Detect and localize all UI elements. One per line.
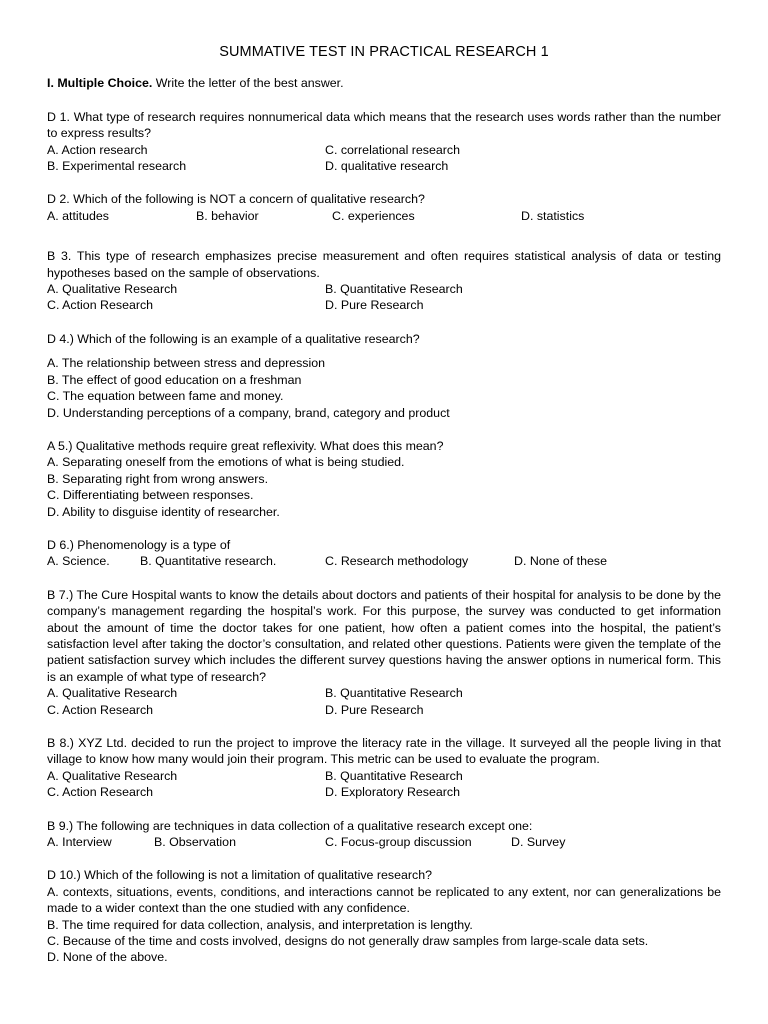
question-text: B 9.) The following are techniques in data collection of a qualitative research except one: — [47, 818, 533, 833]
options-row — [47, 768, 721, 784]
question-text: D 1. What type of research requires nonnumerical data which means that the research uses words rather than the number to express results? — [47, 109, 721, 141]
option-c: C. Action Research — [47, 298, 154, 313]
options-row — [47, 158, 721, 174]
option-d: D. statistics — [521, 208, 585, 223]
option-d: D. None of the above. — [47, 950, 168, 965]
options-row — [47, 685, 721, 701]
option-b: B. Quantitative Research — [325, 282, 463, 297]
options-row — [47, 702, 721, 718]
option-a: A. Qualitative Research — [47, 686, 178, 701]
option-b: B. Quantitative Research — [325, 768, 463, 783]
option-a: A. Qualitative Research — [47, 282, 178, 297]
option-b: B. The effect of good education on a freshman — [47, 372, 302, 387]
question-5 — [47, 438, 721, 520]
option-b: B. Observation — [154, 835, 236, 850]
option-c: C. Action Research — [47, 702, 154, 717]
option-a: A. The relationship between stress and depression — [47, 356, 326, 371]
question-4 — [47, 331, 721, 421]
options-row — [47, 297, 721, 313]
option-a: A. Qualitative Research — [47, 768, 178, 783]
option-a: A. contexts, situations, events, conditions, and interactions cannot be replicated to any extent, nor can generalizations be made to a wider context than the one studied with any confidence. — [47, 884, 721, 916]
option-c: C. Research methodology — [325, 554, 469, 569]
option-a: A. Science. — [47, 554, 110, 569]
option-c: C. Focus-group discussion — [325, 835, 472, 850]
question-text: D 6.) Phenomenology is a type of — [47, 537, 231, 552]
question-1 — [47, 109, 721, 175]
instructions-text: Write the letter of the best answer. — [152, 76, 344, 91]
instructions-heading: I. Multiple Choice. — [47, 76, 153, 91]
option-b: B. Quantitative research. — [140, 554, 277, 569]
question-9 — [47, 818, 721, 851]
page-title: SUMMATIVE TEST IN PRACTICAL RESEARCH 1 — [219, 44, 549, 60]
option-d: D. Survey — [511, 835, 566, 850]
question-text: B 3. This type of research emphasizes precise measurement and often requires statistical analysis of data or testing hypotheses based on the sample of observations. — [47, 249, 721, 280]
option-d: D. None of these — [514, 554, 607, 569]
instructions — [47, 75, 721, 91]
option-b: B. behavior — [196, 208, 259, 223]
option-b: B. Separating right from wrong answers. — [47, 471, 269, 486]
option-a: A. Interview — [47, 835, 112, 850]
option-d: D. Understanding perceptions of a company, brand, category and product — [47, 405, 450, 420]
options-row — [47, 784, 721, 800]
question-3 — [47, 248, 721, 314]
option-b: B. Quantitative Research — [325, 686, 463, 701]
question-text: B 8.) XYZ Ltd. decided to run the project to improve the literacy rate in the village. It surveyed all the people living in that village to know how many would join their program. This metric can be used to evaluate the program. — [47, 736, 721, 767]
option-d: D. Pure Research — [325, 702, 424, 717]
option-d: D. qualitative research — [325, 159, 449, 174]
options-row — [47, 553, 721, 569]
options-row — [47, 142, 721, 158]
question-text: D 2. Which of the following is NOT a concern of qualitative research? — [47, 192, 425, 207]
option-d: D. Exploratory Research — [325, 785, 460, 800]
question-text: B 7.) The Cure Hospital wants to know the details about doctors and patients of their hospital for analysis to be done by the company’s management regarding the hospital’s work. For this purpose, the survey was conducted to get information about the amount of time the doctor takes for one patient, how often a patient comes into the hospital, the patient’s satisfaction level after taking the doctor’s consultation, and related other questions. Patients were given the template of the patient satisfaction survey which includes the different survey questions having the answer options in numerical form. This is an example of what type of research? — [47, 587, 721, 684]
question-6 — [47, 537, 721, 570]
question-8 — [47, 735, 721, 801]
question-7 — [47, 587, 721, 718]
option-c: C. Because of the time and costs involved, designs do not generally draw samples from large-scale data sets. — [47, 934, 649, 949]
option-b: B. The time required for data collection, analysis, and interpretation is lengthy. — [47, 917, 473, 932]
question-2 — [47, 191, 721, 224]
options-row — [47, 281, 721, 297]
question-10 — [47, 867, 721, 965]
option-a: A. Separating oneself from the emotions of what is being studied. — [47, 455, 405, 470]
option-d: D. Ability to disguise identity of researcher. — [47, 504, 280, 519]
options-row — [47, 834, 721, 850]
option-d: D. Pure Research — [325, 298, 424, 313]
option-b: B. Experimental research — [47, 159, 187, 174]
question-text: D 4.) Which of the following is an example of a qualitative research? — [47, 331, 420, 346]
option-c: C. Differentiating between responses. — [47, 488, 254, 503]
option-a: A. attitudes — [47, 208, 109, 223]
option-c: C. experiences — [332, 208, 415, 223]
option-c: C. The equation between fame and money. — [47, 389, 284, 404]
options-row — [47, 208, 721, 224]
option-c: C. Action Research — [47, 785, 154, 800]
option-c: C. correlational research — [325, 142, 460, 157]
question-text: D 10.) Which of the following is not a limitation of qualitative research? — [47, 868, 432, 883]
question-text: A 5.) Qualitative methods require great reflexivity. What does this mean? — [47, 438, 444, 453]
option-a: A. Action research — [47, 142, 148, 157]
